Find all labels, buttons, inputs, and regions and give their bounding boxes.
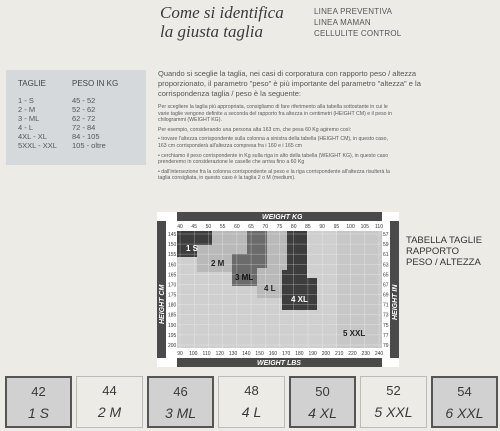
chart-title-line: RAPPORTO: [406, 246, 459, 257]
size-label: 5 XXL: [374, 404, 413, 420]
in-tick-label: 63: [383, 262, 389, 269]
title-line-2: la giusta taglia: [160, 22, 263, 41]
instructions: [158, 104, 394, 185]
zone-label-2m: 2 M: [211, 259, 225, 268]
size-label: 1 S: [27, 405, 49, 421]
size-label: 4 L: [241, 404, 262, 420]
weight-cell: 84 - 105: [72, 132, 100, 141]
lbs-tick-label: 170: [281, 351, 291, 357]
size-number: 42: [31, 384, 46, 399]
size-cell: 4XL - XL: [18, 132, 47, 141]
in-tick-label: 67: [383, 282, 389, 289]
size-label: 4 XL: [308, 405, 337, 421]
size-number: 44: [102, 383, 117, 398]
in-tick-label: 73: [383, 312, 389, 319]
lbs-tick-label: 190: [308, 351, 317, 357]
weight-kg-label: WEIGHT KG: [262, 214, 303, 221]
kg-tick-label: 85: [305, 224, 311, 230]
page-title: [160, 3, 300, 41]
kg-tick-label: 55: [219, 224, 226, 230]
product-line: LINEA MAMAN: [314, 18, 371, 27]
size-cell: 3 - ML: [18, 114, 40, 123]
lbs-tick-label: 90: [177, 351, 183, 357]
title-line-1: Come si identifica: [160, 3, 284, 22]
size-label: 3 ML: [164, 405, 197, 421]
instruction-paragraph: • dall'intersezione fra la colonna corrispondente al peso e la riga corrispondente all'altezza risulterà la taglia consigliata, in questo caso è la taglia 2 o M (medium).: [158, 168, 390, 182]
table-row: [12, 141, 140, 150]
size-cell: 1 - S: [18, 96, 34, 105]
size-cell-44: [76, 376, 143, 428]
zone-label-5xxl: 5 XXL: [343, 329, 366, 338]
size-cell-42: [5, 376, 72, 428]
cm-tick-label: 160: [168, 262, 177, 269]
zone-label-4xl: 4 XL: [291, 295, 308, 304]
product-lines: [314, 6, 401, 39]
weight-lbs-label: WEIGHT LBS: [257, 360, 301, 367]
kg-tick-label: 60: [234, 224, 240, 230]
kg-tick-label: 45: [191, 224, 197, 230]
weight-cell: 45 - 52: [72, 96, 96, 105]
kg-tick-label: 50: [205, 224, 212, 230]
lbs-tick-label: 200: [321, 351, 331, 357]
size-number: 50: [315, 384, 330, 399]
zone-label-3ml: 3 ML: [235, 273, 254, 282]
product-line: CELLULITE CONTROL: [314, 29, 402, 38]
kg-tick-label: 105: [360, 224, 369, 230]
cm-tick-label: 170: [168, 282, 177, 289]
instruction-paragraph: Per scegliere la taglia più appropriata, consigliamo di fare riferimento alla tabella sottostante in cui le varie taglie vengono definite a seconda del rapporto fra altezza in centimetri (HEIGHT CM) e il peso in chilogrammi (WEIGHT KG).: [158, 104, 393, 124]
in-tick-label: 61: [383, 252, 389, 259]
lbs-tick-label: 130: [228, 351, 238, 357]
table-row: [12, 96, 140, 105]
kg-tick-label: 90: [319, 224, 325, 230]
kg-tick-label: 75: [276, 224, 283, 230]
cm-tick-label: 155: [168, 252, 177, 259]
chart-title: [406, 235, 498, 268]
cm-tick-label: 150: [168, 242, 177, 249]
kg-ticks: [177, 224, 383, 230]
lbs-tick-label: 100: [189, 351, 198, 357]
size-cell: 5XXL - XXL: [18, 141, 57, 150]
size-cell: 4 - L: [18, 123, 34, 132]
size-cell: 2 - M: [18, 105, 36, 114]
in-tick-label: 69: [383, 292, 389, 299]
lbs-tick-label: 150: [255, 351, 264, 357]
cm-tick-label: 180: [168, 302, 177, 309]
size-number: 48: [244, 383, 259, 398]
size-cell-48: [218, 376, 285, 428]
table-row: [12, 114, 140, 123]
kg-tick-label: 80: [290, 224, 297, 230]
height-cm-label: HEIGHT CM: [159, 284, 166, 324]
zone-label-1s: 1 S: [186, 244, 199, 253]
lbs-tick-label: 230: [361, 351, 370, 357]
size-number: 54: [457, 384, 472, 399]
intro-paragraph: Quando si sceglie la taglia, nei casi di corporatura con rapporto peso / altezza proporzionato, il parametro "peso" è più importante del parametro "altezza" e la corrispondenza taglia / peso è la seguente:: [158, 69, 421, 98]
lbs-tick-label: 120: [215, 351, 224, 357]
lbs-tick-label: 210: [335, 351, 344, 357]
size-chart: [157, 212, 399, 367]
lbs-tick-label: 220: [348, 351, 357, 357]
cm-tick-label: 175: [168, 292, 177, 299]
weight-cell: 105 - oltre: [72, 141, 106, 150]
table-row: [12, 123, 140, 132]
weight-cell: 52 - 62: [72, 105, 96, 114]
size-conversion-strip: [0, 373, 500, 431]
size-cell-50: [289, 376, 356, 428]
kg-tick-label: 40: [177, 224, 183, 230]
instruction-paragraph: Per esempio, considerando una persona alta 163 cm, che pesa 60 Kg agiremo così:: [158, 126, 352, 133]
table-row: [12, 132, 140, 141]
chart-title-line: TABELLA TAGLIE: [406, 235, 483, 246]
column-header-size: TAGLIE: [18, 79, 46, 88]
cm-tick-label: 165: [168, 272, 177, 279]
height-in-label: HEIGHT IN: [392, 284, 399, 320]
in-tick-label: 71: [383, 302, 389, 309]
size-number: 46: [173, 384, 188, 399]
size-label: 6 XXL: [445, 405, 484, 421]
lbs-tick-label: 240: [374, 351, 384, 357]
weight-cell: 62 - 72: [72, 114, 96, 123]
instruction-paragraph: • cerchiamo il peso corrispondente in Kg sulla riga in alto della tabella (WEIGHT KG), in questo caso prenderemo in considerazione le caselle che arriva fino a 60 Kg: [158, 152, 389, 166]
size-cell-46: [147, 376, 214, 428]
size-label: 2 M: [97, 404, 122, 420]
cm-tick-label: 200: [168, 343, 177, 349]
zone-label-4l: 4 L: [264, 284, 276, 293]
table-row: [12, 105, 140, 114]
in-tick-label: 57: [383, 232, 389, 238]
instruction-paragraph: • trovare l'altezza corrispondente sulla colonna a sinistra della tabella (HEIGHT CM), in questo caso, 163 cm corrisponderà all'altezza compresa fra i 160 e i 165 cm: [158, 136, 388, 149]
lbs-tick-label: 180: [295, 351, 304, 357]
cm-tick-label: 185: [168, 312, 177, 319]
lbs-tick-label: 160: [268, 351, 278, 357]
cm-tick-label: 195: [168, 332, 177, 339]
in-tick-label: 65: [383, 272, 389, 279]
lbs-tick-label: 140: [242, 351, 251, 357]
chart-title-line: PESO / ALTEZZA: [406, 257, 481, 268]
size-weight-table: [6, 70, 146, 165]
size-cell-52: [360, 376, 427, 428]
column-header-weight: PESO IN KG: [72, 79, 119, 88]
kg-tick-label: 100: [346, 224, 355, 230]
product-line: LINEA PREVENTIVA: [314, 7, 393, 16]
lbs-tick-label: 110: [202, 351, 211, 357]
cm-tick-label: 190: [168, 322, 177, 329]
in-tick-label: 59: [383, 242, 389, 249]
in-tick-label: 79: [383, 343, 389, 349]
size-cell-54: [431, 376, 498, 428]
kg-tick-label: 70: [262, 224, 269, 230]
weight-cell: 72 - 84: [72, 123, 96, 132]
size-chart-svg: [157, 212, 399, 367]
cm-tick-label: 145: [168, 232, 177, 238]
in-tick-label: 75: [383, 322, 389, 329]
kg-tick-label: 95: [333, 224, 340, 230]
kg-tick-label: 65: [248, 224, 254, 230]
kg-tick-label: 110: [375, 224, 383, 230]
in-tick-label: 77: [383, 332, 389, 339]
size-number: 52: [386, 383, 401, 398]
